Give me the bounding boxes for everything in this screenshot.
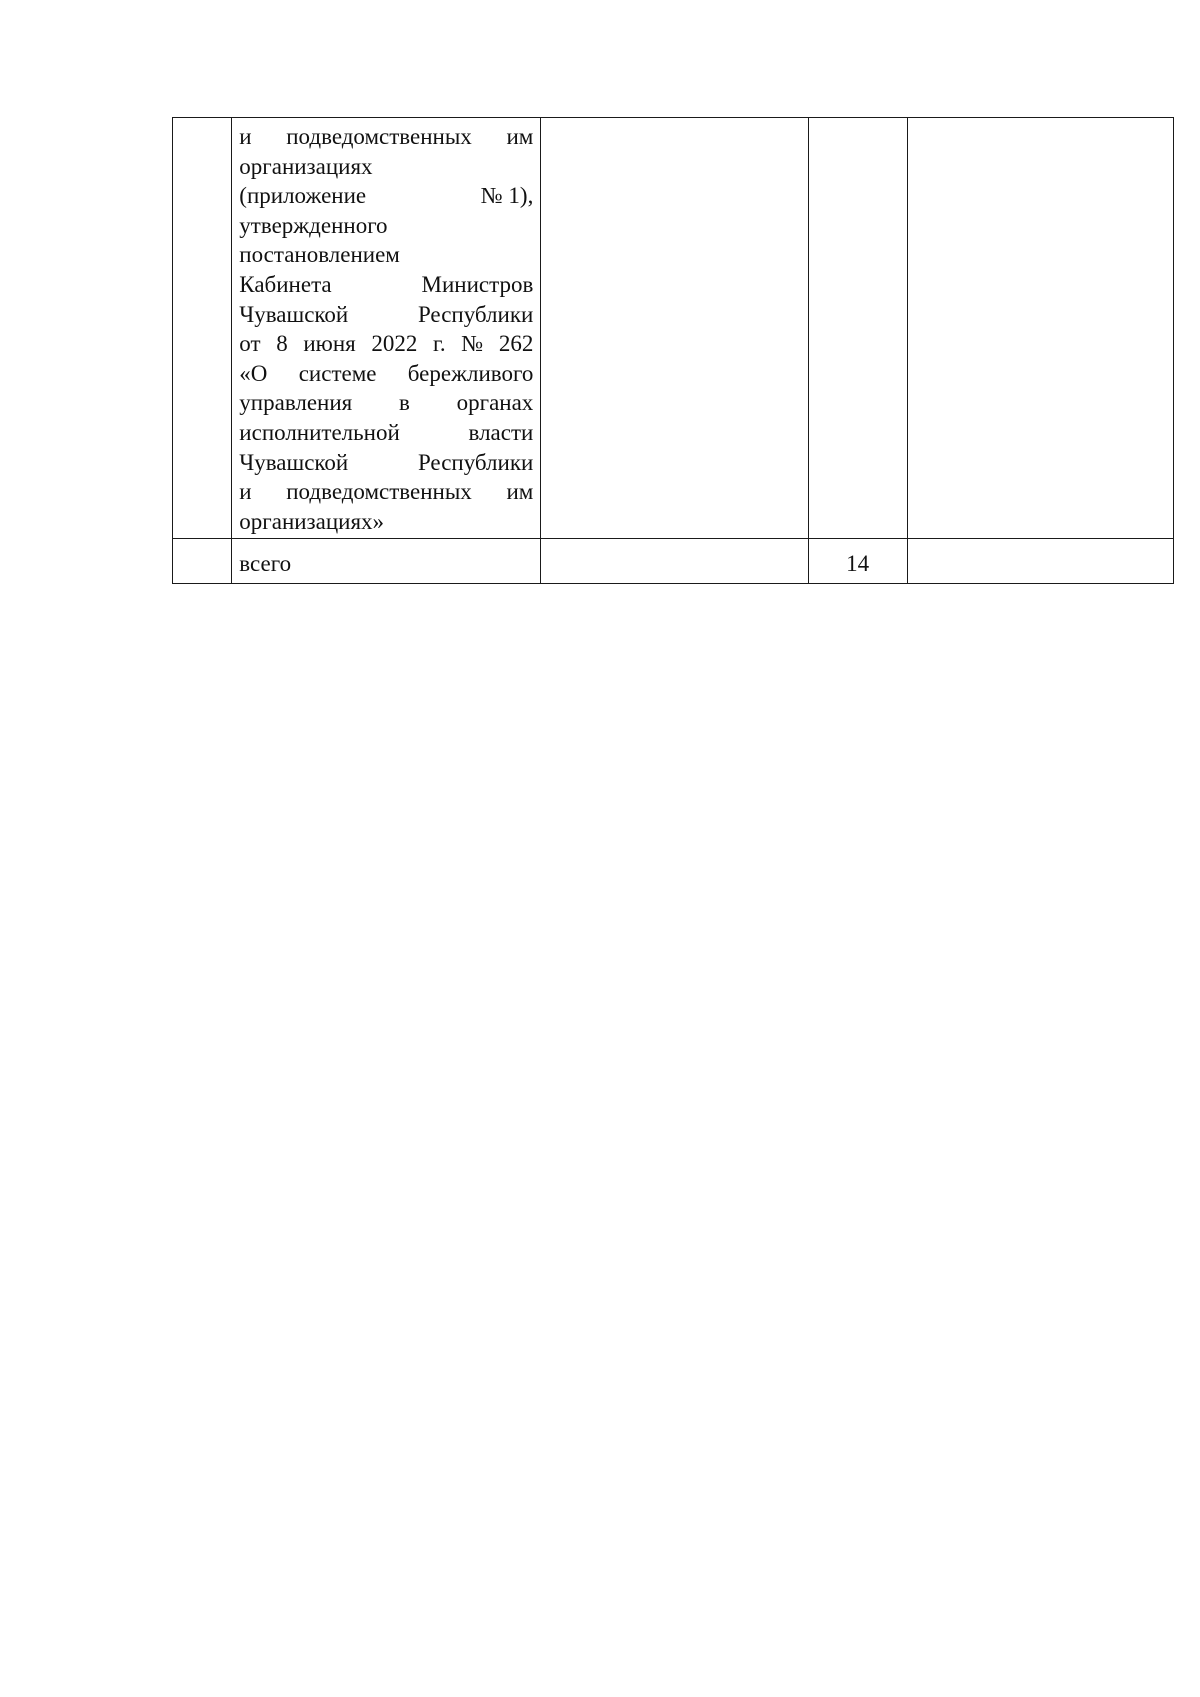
description-text [239,122,533,536]
description-cell [232,118,541,539]
text-word: 262 [498,331,534,357]
text-line [239,122,533,152]
text-word: (приложение [239,183,367,209]
text-word: и [239,479,252,505]
text-word: 8 [276,331,288,357]
text-word: органах [456,390,534,416]
text-word: Чувашской [239,449,349,475]
empty-cell [541,118,808,539]
text-word: от [239,331,261,357]
row-number-cell [173,118,232,539]
text-line [239,507,533,537]
text-word: системе [298,360,377,386]
text-line [239,448,533,478]
text-word: постановлением [239,242,400,268]
text-word: подведомственных [286,124,472,149]
total-row [173,539,1174,584]
text-word: Чувашской [239,301,349,327]
text-line [239,211,533,241]
text-word: власти [468,419,534,445]
text-line [239,300,533,330]
text-word: организациях [239,153,373,179]
text-word: № [461,331,484,357]
text-word: управления [239,390,353,416]
text-word: Республики [417,301,534,327]
total-number-cell [173,539,232,584]
text-word: Кабинета [239,271,332,297]
note-cell [907,118,1173,539]
text-word: утвержденного [239,212,388,238]
total-label: всего [232,539,541,584]
text-line [239,418,533,448]
total-count: 14 [808,539,907,584]
text-word: им [506,124,534,149]
text-word: июня [303,331,356,357]
text-line [239,329,533,359]
text-word: и [239,124,252,149]
text-word: исполнительной [239,419,400,445]
text-line [239,388,533,418]
text-word: «О [239,360,268,386]
table-row [173,118,1174,539]
text-word: организациях» [239,508,385,534]
text-word: 2022 [371,331,418,357]
text-line [239,240,533,270]
text-word: г. [433,331,446,357]
text-line [239,181,533,211]
count-cell [808,118,907,539]
text-word: им [506,479,534,505]
text-line [239,477,533,507]
text-line [239,359,533,389]
text-word: бережливого [407,360,534,386]
text-line [239,270,533,300]
text-word: в [399,390,410,416]
total-empty-cell [541,539,808,584]
continuation-table [172,117,1174,584]
text-line [239,152,533,182]
text-word: Республики [417,449,534,475]
text-word: подведомственных [286,479,472,505]
text-word: Министров [421,271,534,297]
text-word: № 1), [480,183,534,209]
total-note-cell [907,539,1173,584]
